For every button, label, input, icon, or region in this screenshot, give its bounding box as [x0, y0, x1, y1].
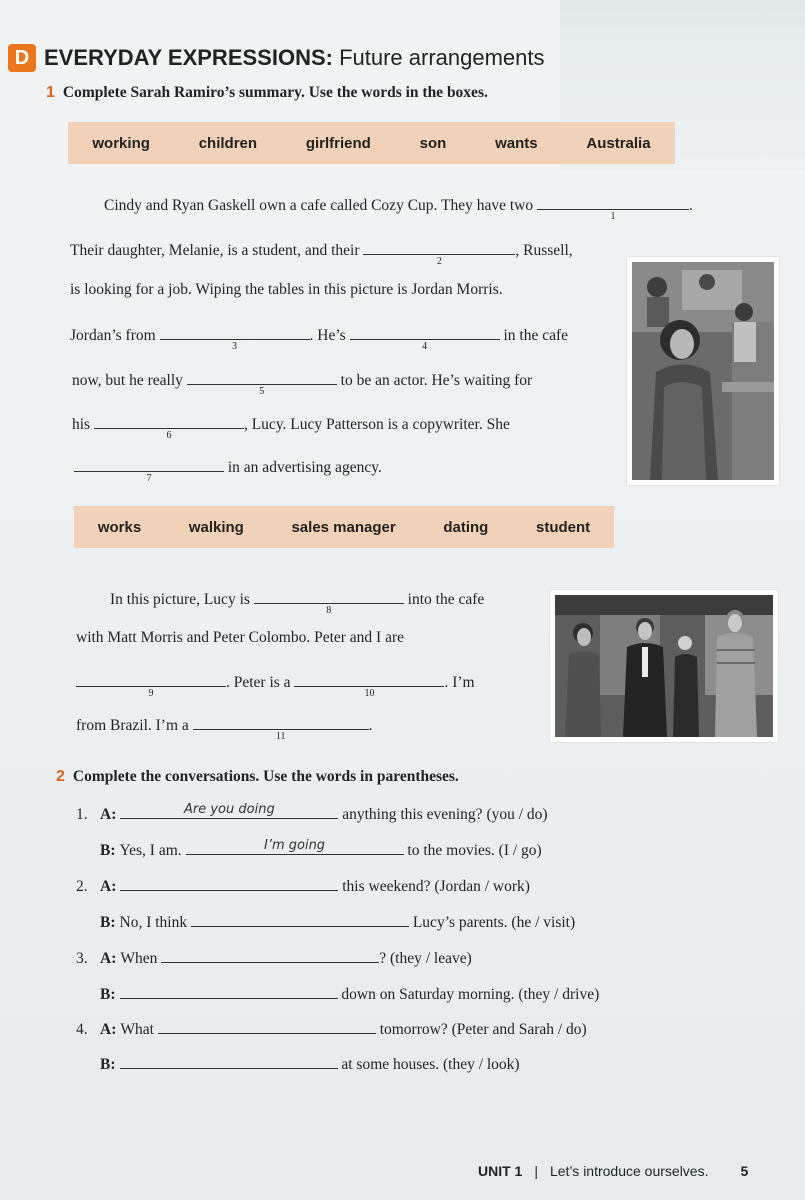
page-footer: UNIT 1 | Let’s introduce ourselves. 5 — [478, 1163, 749, 1179]
page-number: 5 — [740, 1163, 749, 1179]
word-box-item: working — [92, 134, 150, 152]
word-box-item: sales manager — [291, 518, 396, 536]
answer-blank[interactable] — [120, 876, 338, 891]
conversation-line: B: down on Saturday morning. (they / drive) — [100, 986, 600, 1003]
conversation-line: 2. A: this weekend? (Jordan / work) — [76, 878, 530, 895]
answer-blank[interactable]: 2 — [363, 240, 515, 255]
word-box-item: girlfriend — [305, 134, 371, 152]
conversation-line: 1. A: Are you doing anything this evening? (you / do) — [76, 802, 548, 823]
word-box-item: dating — [443, 518, 489, 536]
answer-blank[interactable]: 1 — [537, 195, 689, 210]
conversation-line: 3. A: When ? (they / leave) — [76, 950, 472, 967]
answer-blank[interactable] — [120, 984, 338, 999]
word-box-item: walking — [188, 518, 244, 536]
word-box-item: works — [97, 518, 142, 536]
answer-blank[interactable]: I’m going — [186, 840, 404, 855]
summary-line: with Matt Morris and Peter Colombo. Peter and I are — [76, 629, 405, 646]
summary-line: his 6 , Lucy. Lucy Patterson is a copywriter. She — [72, 416, 510, 441]
word-box-item: student — [535, 518, 591, 536]
answer-blank[interactable] — [158, 1019, 376, 1034]
word-box-item: Australia — [586, 134, 651, 152]
answer-blank[interactable]: 11 — [193, 715, 369, 730]
answer-blank[interactable]: 4 — [350, 325, 500, 340]
footer-unit-title: Let’s introduce ourselves. — [549, 1163, 709, 1179]
exercise-1-instruction: 1 Complete Sarah Ramiro’s summary. Use the words in the boxes. — [46, 84, 488, 101]
summary-line: Cindy and Ryan Gaskell own a cafe called Cozy Cup. They have two 1 . — [104, 197, 693, 222]
cafe-photo-image — [632, 262, 774, 480]
section-header — [8, 44, 545, 72]
summary-line: is looking for a job. Wiping the tables in this picture is Jordan Morris. — [70, 281, 503, 298]
word-box-item: wants — [495, 134, 538, 152]
summary-line: Jordan’s from 3 . He’s 4 in the cafe — [70, 327, 569, 352]
conversation-line: B: No, I think Lucy’s parents. (he / visit) — [100, 914, 576, 931]
summary-line: 7 in an advertising agency. — [74, 457, 382, 477]
summary-line: now, but he really 5 to be an actor. He’s waiting for — [72, 372, 533, 397]
answer-blank[interactable] — [161, 948, 379, 963]
word-box-item: son — [419, 134, 447, 152]
exercise-2-instruction: 2 Complete the conversations. Use the words in parentheses. — [56, 768, 459, 785]
summary-line: from Brazil. I’m a 11 . — [76, 717, 373, 742]
word-box-item: children — [198, 134, 258, 152]
answer-blank[interactable]: 10 — [294, 672, 444, 687]
answer-blank[interactable]: Are you doing — [120, 804, 338, 819]
cafe-photo — [627, 257, 779, 485]
answer-blank[interactable]: 6 — [94, 414, 244, 429]
word-box-2 — [74, 506, 614, 548]
group-photo — [550, 590, 778, 742]
section-letter-badge: D — [8, 44, 36, 72]
summary-line: 9 . Peter is a 10 . I’m — [76, 672, 475, 692]
group-photo-image — [555, 595, 773, 737]
word-box-1 — [68, 122, 675, 164]
summary-line: Their daughter, Melanie, is a student, and their 2 , Russell, — [70, 242, 573, 267]
answer-blank[interactable]: 9 — [76, 672, 226, 687]
summary-line: In this picture, Lucy is 8 into the cafe — [110, 591, 485, 616]
answer-blank[interactable]: 8 — [254, 589, 404, 604]
conversation-line: 4. A: What tomorrow? (Peter and Sarah / do) — [76, 1021, 587, 1038]
conversation-line: B: at some houses. (they / look) — [100, 1056, 520, 1073]
conversation-line: B: Yes, I am. I’m going to the movies. (I / go) — [100, 838, 542, 859]
footer-unit: UNIT 1 — [478, 1163, 523, 1179]
answer-blank[interactable]: 5 — [187, 370, 337, 385]
answer-blank[interactable]: 3 — [160, 325, 310, 340]
section-title: EVERYDAY EXPRESSIONS: Future arrangements — [44, 45, 545, 70]
answer-blank[interactable] — [120, 1054, 338, 1069]
answer-blank[interactable] — [191, 912, 409, 927]
answer-blank[interactable]: 7 — [74, 457, 224, 472]
